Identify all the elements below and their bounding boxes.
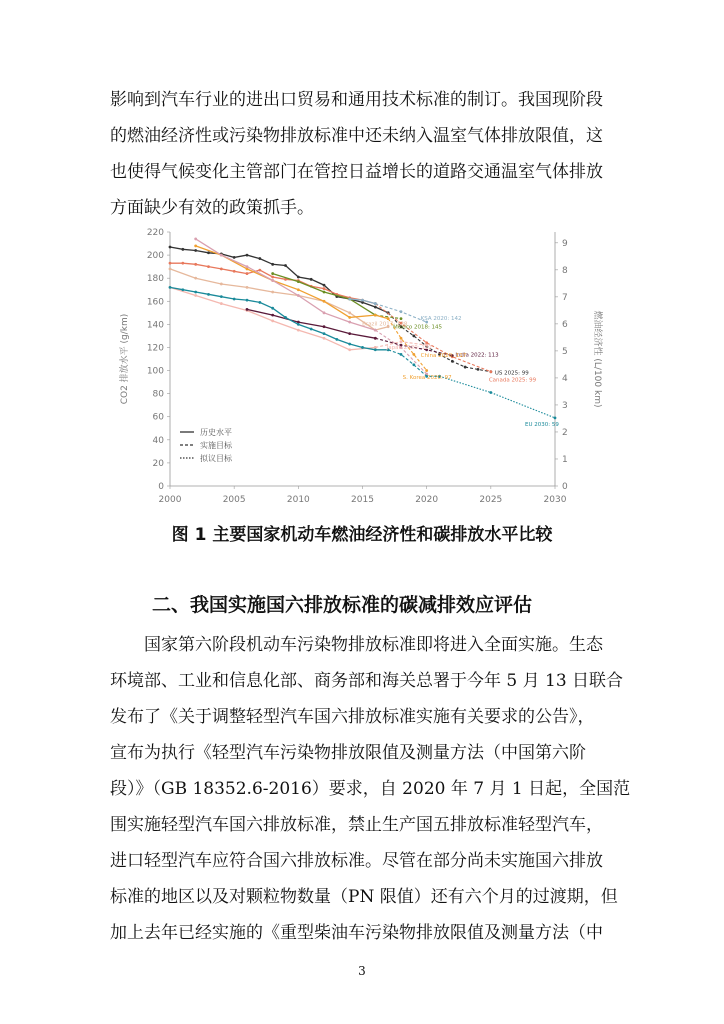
x-tick-label: 2020 <box>415 495 439 505</box>
data-point <box>335 338 338 341</box>
data-point <box>323 311 326 314</box>
paragraph-2-line: 国家第六阶段机动车污染物排放标准即将进入全面实施。生态 <box>110 635 603 655</box>
y-tick-label: 160 <box>146 297 164 308</box>
annotation-label: US 2025: 99 <box>494 370 529 377</box>
data-point <box>169 246 172 249</box>
paragraph-1-line: 也使得气候变化主管部门在管控日益增长的道路交通温室气体排放 <box>110 162 603 182</box>
y-tick-label: 60 <box>152 412 164 423</box>
y2-tick-label: 5 <box>562 346 568 357</box>
data-point <box>271 276 274 279</box>
data-point <box>348 332 351 335</box>
data-point <box>207 293 210 296</box>
section-heading: 二、我国实施国六排放标准的碳减排效应评估 <box>152 594 533 616</box>
paragraph-2-line: 宣布为执行《轻型汽车污染物排放限值及测量方法（中国第六阶 <box>110 743 586 763</box>
data-point <box>258 257 261 260</box>
annotation-label: Mexico 2018: 145 <box>393 324 443 331</box>
data-point <box>374 314 377 317</box>
series-line-eu-historical <box>170 287 388 349</box>
data-point <box>400 340 403 343</box>
data-point <box>207 265 210 268</box>
data-point <box>297 329 300 332</box>
y-tick-label: 100 <box>146 366 164 377</box>
data-point <box>194 291 197 294</box>
data-point <box>181 248 184 251</box>
data-point <box>233 256 236 259</box>
y2-axis-title: 燃油经济性 (L/100 km) <box>592 310 602 408</box>
annotation-label: India 2022: 113 <box>455 352 499 359</box>
fuel-economy-chart <box>100 222 610 512</box>
data-point <box>271 320 274 323</box>
paragraph-1-line: 的燃油经济性或污染物排放标准中还未纳入温室气体排放限值，这 <box>110 126 603 146</box>
x-tick-label: 2015 <box>351 495 374 505</box>
legend-label: 实施目标 <box>200 441 232 450</box>
x-tick-label: 2005 <box>222 495 246 505</box>
paragraph-2-line: 环境部、工业和信息化部、商务部和海关总署于今年 5 月 13 日联合 <box>110 671 624 691</box>
annotation-label: China 2020: 117 <box>420 352 467 359</box>
data-point <box>425 369 428 372</box>
paragraph-2-line: 围实施轻型汽车国六排放标准，禁止生产国五排放标准轻型汽车， <box>110 815 603 835</box>
y-tick-label: 0 <box>158 482 164 492</box>
data-point <box>297 276 300 279</box>
data-point <box>310 328 313 331</box>
data-point <box>246 254 249 257</box>
data-point <box>400 353 403 356</box>
x-tick-label: 2000 <box>158 495 182 505</box>
data-point <box>220 254 223 257</box>
data-point <box>297 323 300 326</box>
data-point <box>258 301 261 304</box>
data-point <box>374 329 377 332</box>
data-point <box>400 337 403 340</box>
data-point <box>194 249 197 252</box>
data-point <box>412 335 415 338</box>
y2-tick-label: 2 <box>562 427 568 438</box>
data-point <box>323 300 326 303</box>
annotation-label: EU 2030: 59 <box>525 421 559 428</box>
data-point <box>323 287 326 290</box>
annotation-label: Canada 2025: 99 <box>488 377 537 384</box>
data-point <box>323 284 326 287</box>
annotation-label: Brazil 2017: 138 <box>362 321 408 328</box>
data-point <box>194 244 197 247</box>
data-point <box>246 272 249 275</box>
data-point <box>361 299 364 302</box>
paragraph-2-line: 发布了《关于调整轻型汽车国六排放标准实施有关要求的公告》， <box>110 707 595 727</box>
paragraph-2-line: 进口轻型汽车应符合国六排放标准。尽管在部分尚未实施国六排放 <box>110 851 603 871</box>
data-point <box>220 302 223 305</box>
y2-tick-label: 6 <box>562 319 568 330</box>
data-point <box>348 298 351 301</box>
data-point <box>412 353 415 356</box>
annotation-label: Japan 2020: 122 <box>386 345 432 352</box>
paragraph-1-line: 方面缺少有效的政策抓手。 <box>110 198 314 218</box>
y-axis-title: CO2 排放水平 (g/km) <box>120 313 130 405</box>
data-point <box>348 316 351 319</box>
paragraph-1 <box>110 82 630 226</box>
data-point <box>233 270 236 273</box>
data-point <box>271 279 274 282</box>
data-point <box>374 348 377 351</box>
data-point <box>220 268 223 271</box>
data-point <box>348 311 351 314</box>
data-point <box>374 306 377 309</box>
paragraph-2-line: 加上去年已经实施的《重型柴油车污染物排放限值及测量方法（中 <box>110 923 603 943</box>
data-point <box>323 332 326 335</box>
data-point <box>374 337 377 340</box>
data-point <box>258 269 261 272</box>
annotation-label: S. Korea 2020: 97 <box>402 375 452 382</box>
data-point <box>400 317 403 320</box>
data-point <box>489 391 492 394</box>
data-point <box>271 272 274 275</box>
y2-tick-label: 0 <box>562 482 568 492</box>
data-point <box>297 288 300 291</box>
legend-label: 历史水平 <box>200 428 232 437</box>
data-point <box>271 314 274 317</box>
y2-tick-label: 9 <box>562 238 568 249</box>
data-point <box>220 295 223 298</box>
data-point <box>271 307 274 310</box>
data-point <box>451 360 454 363</box>
data-point <box>169 286 172 289</box>
y2-tick-label: 3 <box>562 400 568 411</box>
page-number: 3 <box>358 964 366 978</box>
data-point <box>412 363 415 366</box>
data-point <box>477 368 480 371</box>
data-point <box>194 263 197 266</box>
data-point <box>233 298 236 301</box>
data-point <box>169 268 172 271</box>
data-point <box>271 291 274 294</box>
y-tick-label: 80 <box>152 389 164 400</box>
data-point <box>246 265 249 268</box>
data-point <box>181 288 184 291</box>
y2-tick-label: 4 <box>562 373 568 384</box>
data-point <box>374 302 377 305</box>
data-point <box>220 283 223 286</box>
data-point <box>246 299 249 302</box>
data-point <box>297 280 300 283</box>
data-point <box>246 286 249 289</box>
data-point <box>207 251 210 254</box>
paragraph-2-line: 标准的地区以及对颗粒物数量（PN 限值）还有六个月的过渡期，但 <box>110 887 618 907</box>
data-point <box>554 416 557 419</box>
data-point <box>464 366 467 369</box>
data-point <box>323 337 326 340</box>
y2-tick-label: 8 <box>562 265 568 276</box>
data-point <box>348 321 351 324</box>
data-point <box>387 317 390 320</box>
data-point <box>297 294 300 297</box>
data-point <box>400 310 403 313</box>
data-point <box>310 278 313 281</box>
y-tick-label: 220 <box>146 228 164 238</box>
data-point <box>323 291 326 294</box>
y-tick-label: 40 <box>152 435 164 446</box>
data-point <box>284 316 287 319</box>
data-point <box>348 343 351 346</box>
x-tick-label: 2030 <box>543 495 567 505</box>
paragraph-2-line: 段）》（GB 18352.6-2016）要求，自 2020 年 7 月 1 日起，全国范 <box>110 779 631 799</box>
data-point <box>284 264 287 267</box>
data-point <box>181 262 184 265</box>
y-tick-label: 120 <box>146 343 164 354</box>
data-point <box>271 263 274 266</box>
x-tick-label: 2010 <box>286 495 310 505</box>
data-point <box>194 294 197 297</box>
y2-tick-label: 1 <box>562 454 568 465</box>
y-tick-label: 140 <box>146 320 164 331</box>
paragraph-2 <box>110 627 630 951</box>
y-tick-label: 180 <box>146 274 164 285</box>
legend-label: 拟议目标 <box>200 454 232 463</box>
y-tick-label: 20 <box>152 458 164 469</box>
data-point <box>246 308 249 311</box>
y-tick-label: 200 <box>146 251 164 262</box>
data-point <box>489 370 492 373</box>
paragraph-1-line: 影响到汽车行业的进出口贸易和通用技术标准的制订。我国现阶段 <box>110 90 603 110</box>
series-line-canada-enacted <box>375 304 491 372</box>
data-point <box>348 348 351 351</box>
figure-caption: 图 1 主要国家机动车燃油经济性和碳排放水平比较 <box>171 525 553 545</box>
data-point <box>361 346 364 349</box>
y2-tick-label: 7 <box>562 292 568 303</box>
series-line-skorea-enacted <box>375 330 426 374</box>
x-tick-label: 2025 <box>479 495 503 505</box>
data-point <box>323 325 326 328</box>
data-point <box>194 277 197 280</box>
data-point <box>194 238 197 241</box>
annotation-label: KSA 2020: 142 <box>420 316 462 323</box>
data-point <box>169 262 172 265</box>
